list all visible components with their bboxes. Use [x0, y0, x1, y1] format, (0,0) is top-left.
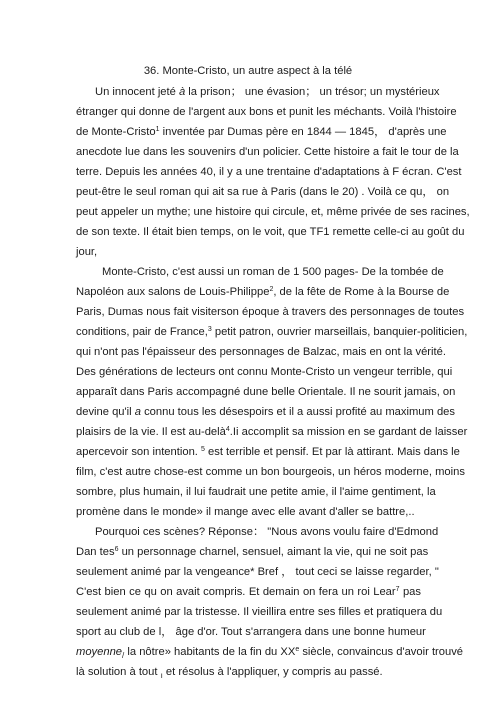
text-line: Monte-Cristo, c'est aussi un roman de 1 500 pages- De la tombée de — [102, 266, 444, 278]
text-line: jour, — [76, 246, 98, 258]
text-line: étranger qui donne de l'argent aux bons et punit les méchants. Voilà l'histoire — [76, 106, 457, 118]
text-line: moyenne$_/$ la nôtre» habitants de la fin du XXe siècle, convaincus d'avoir trouvé — [76, 646, 464, 661]
text-line: qui n'ont pas l'épaisseur des personnages de Balzac, mais en ont la vérité. — [76, 346, 446, 358]
footnote-ref: e — [295, 646, 300, 653]
text-line: plaisirs de la vie. Il est au-delà$^4$.Ii accomplit sa mission en se gardant de laisser — [76, 426, 468, 438]
footnote-ref: 4 — [225, 426, 230, 433]
text-line: C'est bien ce qu on avait compris. Et demain on fera un roi Lear$^7$ pas — [76, 586, 421, 598]
text-line: de son texte. Il était bien temps, on le voit, que TF1 remette celle-ci au goût du — [76, 226, 465, 238]
text-line: Paris, Dumas nous fait visiterson époque à travers des personnages de toutes — [76, 306, 465, 318]
text-line: promène dans le monde» il mange avec elle avant d'aller se battre,.. — [76, 506, 415, 518]
text-line: Napoléon aux salons de Louis-Philippe$^2$, de la fête de Rome à la Bourse de — [76, 286, 450, 298]
text-line: Des générations de lecteurs ont connu Monte-Cristo un vengeur terrible, qui — [76, 366, 453, 378]
text-line: de Monte-Cristo$^1$ inventée par Dumas père en 1844 — 1845， d'après une — [76, 126, 447, 138]
footnote-ref: 7 — [395, 586, 400, 593]
text-line: apercevoir son intention. $^5$ est terrible et pensif. Et par là attirant. Mais dans le — [76, 446, 460, 458]
text-line: Un innocent jeté à la prison； une évasion； un trésor; un mystérieux — [95, 86, 440, 98]
text-line: sport au club de l， âge d'or. Tout s'arrangera dans une bonne humeur — [76, 626, 426, 638]
text-line: là solution à tout $_ı$ et résolus à l'appliquer, y compris au passé. — [76, 666, 383, 681]
footnote-ref: 5 — [201, 446, 205, 453]
footnote-ref: 3 — [207, 326, 212, 333]
text-line: film, c'est autre chose-est comme un bon bourgeois, un héros moderne, moins — [76, 466, 465, 478]
footnote-ref: 6 — [114, 546, 119, 553]
text-line: Pourquoi ces scènes? Réponse： "Nous avons voulu faire d'Edmond — [95, 526, 439, 538]
text-line: terre. Depuis les années 40, il y a une trentaine d'adaptations à F écran. C'est — [76, 166, 462, 178]
text-line: seulement animé par la vengeance* Bref ， tout ceci se laisse regarder, " — [76, 566, 439, 578]
text-line: sombre, plus humain, il lui faudrait une petite amie, il l'aime gentiment, la — [76, 486, 436, 498]
text-line: apparaît dans Paris accompagné dune belle Orientale. Il ne sourit jamais, on — [76, 386, 456, 398]
text-line: peut-être le seul roman qui ait sa rue à Paris (dans le 20) . Voilà ce qu， on — [76, 186, 450, 198]
text-line: peut appeler un mythe; une histoire qui circule, et, même privée de ses racines, — [76, 206, 470, 218]
text-line: Dan tes$^6$ un personnage charnel, sensuel, aimant la vie, qui ne soit pas — [76, 546, 429, 558]
footnote-ref: 1 — [155, 126, 160, 133]
document-title: 36. Monte-Cristo, un autre aspect à la télé — [143, 65, 353, 77]
text-line: anecdote lue dans les souvenirs d'un policier. Cette histoire a fait le tour de la — [76, 146, 459, 158]
text-line: seulement animé par la tristesse. Il vieillira entre ses filles et pratiquera du — [76, 606, 443, 618]
text-line: devine qu'il a connu tous les désespoirs et il a aussi profité au maximum des — [76, 406, 455, 418]
text-line: conditions, pair de France,$^3$ petit patron, ouvrier marseillais, banquier-politicien, — [76, 326, 468, 338]
footnote-ref: 2 — [269, 286, 274, 293]
